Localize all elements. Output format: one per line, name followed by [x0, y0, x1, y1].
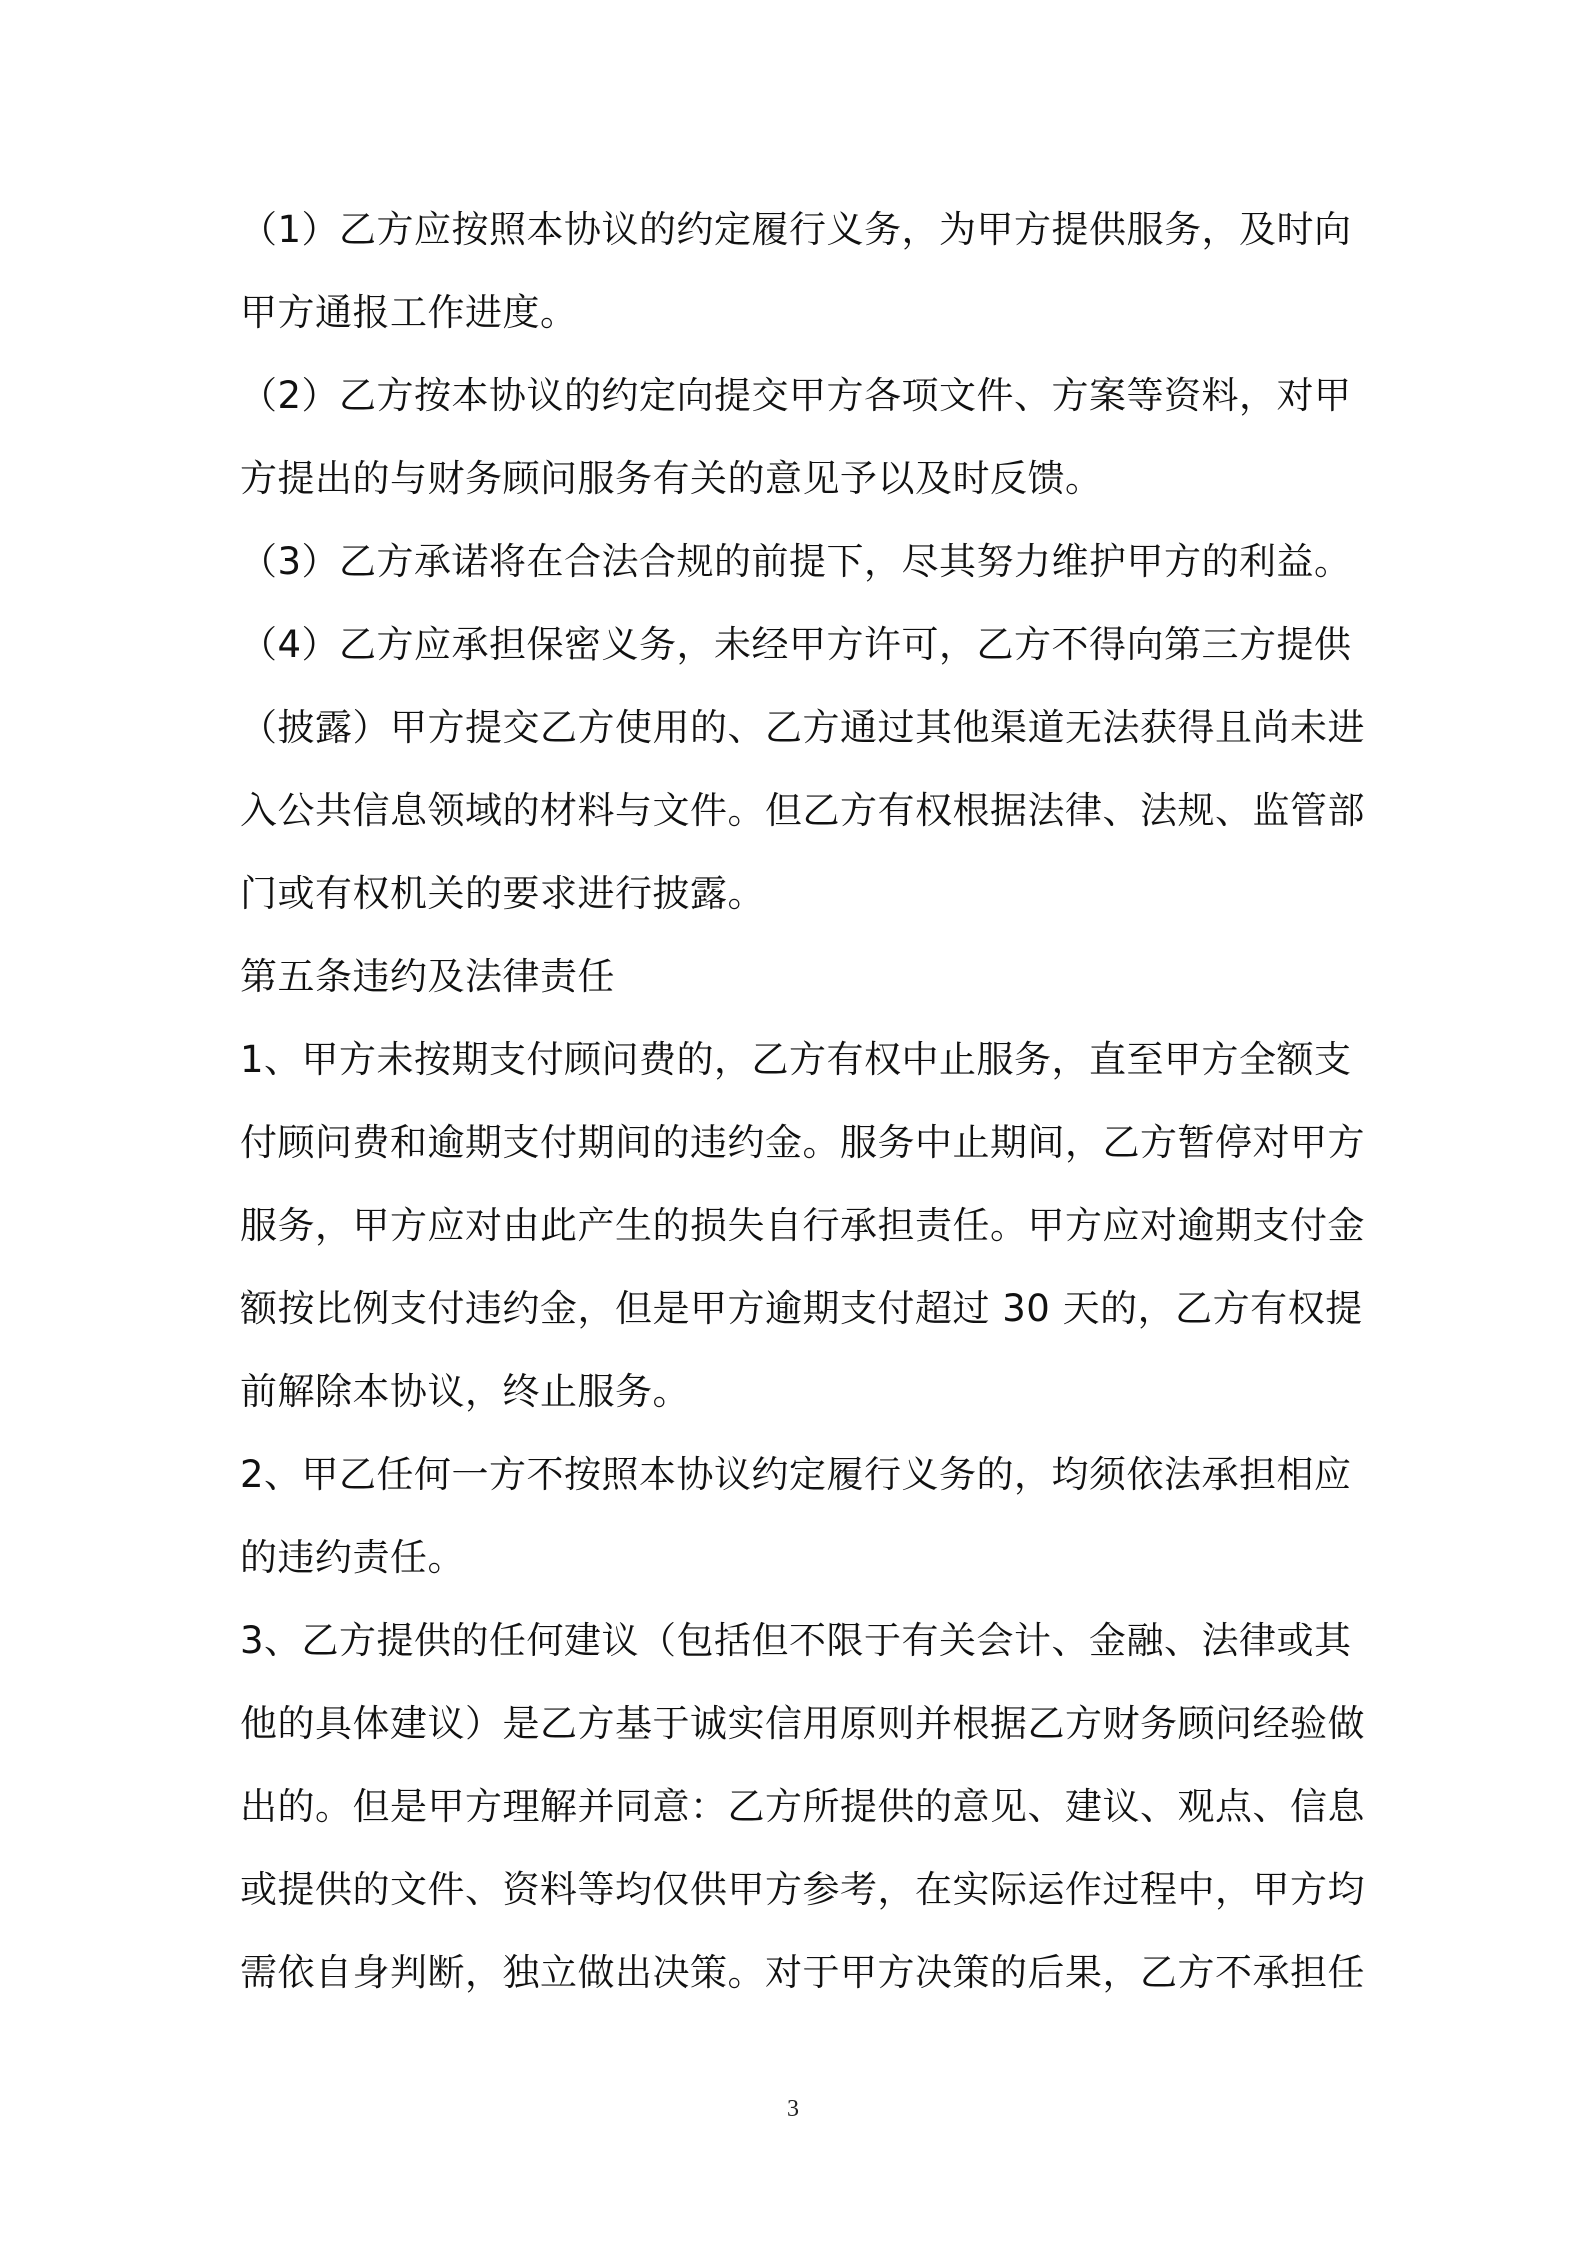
clause-paragraph-2: [240, 354, 1352, 520]
text-line: 服务，甲方应对由此产生的损失自行承担责任。甲方应对逾期支付金: [240, 1204, 1365, 1247]
text-line: 甲方通报工作进度。: [240, 291, 578, 334]
text-line: 出的。但是甲方理解并同意：乙方所提供的意见、建议、观点、信息: [240, 1785, 1365, 1828]
text-line: （1）乙方应按照本协议的约定履行义务，为甲方提供服务，及时向: [240, 208, 1352, 251]
liability-paragraph-3: [240, 1599, 1365, 2014]
text-line: （3）乙方承诺将在合法合规的前提下，尽其努力维护甲方的利益。: [240, 540, 1352, 583]
text-line: 或提供的文件、资料等均仅供甲方参考，在实际运作过程中，甲方均: [240, 1868, 1365, 1911]
document-body: [240, 188, 1365, 2014]
clause-paragraph-1: [240, 188, 1352, 354]
clause-paragraph-4: [240, 603, 1365, 935]
text-line: 需依自身判断，独立做出决策。对于甲方决策的后果，乙方不承担任: [240, 1951, 1365, 1994]
text-line: 他的具体建议）是乙方基于诚实信用原则并根据乙方财务顾问经验做: [240, 1702, 1365, 1745]
text-line: 付顾问费和逾期支付期间的违约金。服务中止期间，乙方暂停对甲方: [240, 1121, 1365, 1164]
text-line: 门或有权机关的要求进行披露。: [240, 872, 765, 915]
text-line: 1、甲方未按期支付顾问费的，乙方有权中止服务，直至甲方全额支: [240, 1038, 1352, 1081]
clause-paragraph-3: [240, 520, 1352, 603]
text-line: 方提出的与财务顾问服务有关的意见予以及时反馈。: [240, 457, 1103, 500]
text-line: （2）乙方按本协议的约定向提交甲方各项文件、方案等资料，对甲: [240, 374, 1352, 417]
heading-text: 第五条违约及法律责任: [240, 955, 615, 998]
section-heading-article-5: [240, 935, 1352, 1018]
liability-paragraph-2: [240, 1433, 1352, 1599]
text-line: 入公共信息领域的材料与文件。但乙方有权根据法律、法规、监管部: [240, 789, 1365, 832]
text-line: 额按比例支付违约金，但是甲方逾期支付超过 30 天的，乙方有权提: [240, 1287, 1363, 1330]
text-line: （4）乙方应承担保密义务，未经甲方许可，乙方不得向第三方提供: [240, 623, 1352, 666]
text-line: 3、乙方提供的任何建议（包括但不限于有关会计、金融、法律或其: [240, 1619, 1352, 1662]
text-line: （披露）甲方提交乙方使用的、乙方通过其他渠道无法获得且尚未进: [240, 706, 1365, 749]
page-number: 3: [787, 2096, 799, 2122]
text-line: 前解除本协议，终止服务。: [240, 1370, 690, 1413]
liability-paragraph-1: [240, 1018, 1365, 1433]
text-line: 2、甲乙任何一方不按照本协议约定履行义务的，均须依法承担相应: [240, 1453, 1352, 1496]
text-line: 的违约责任。: [240, 1536, 465, 1579]
